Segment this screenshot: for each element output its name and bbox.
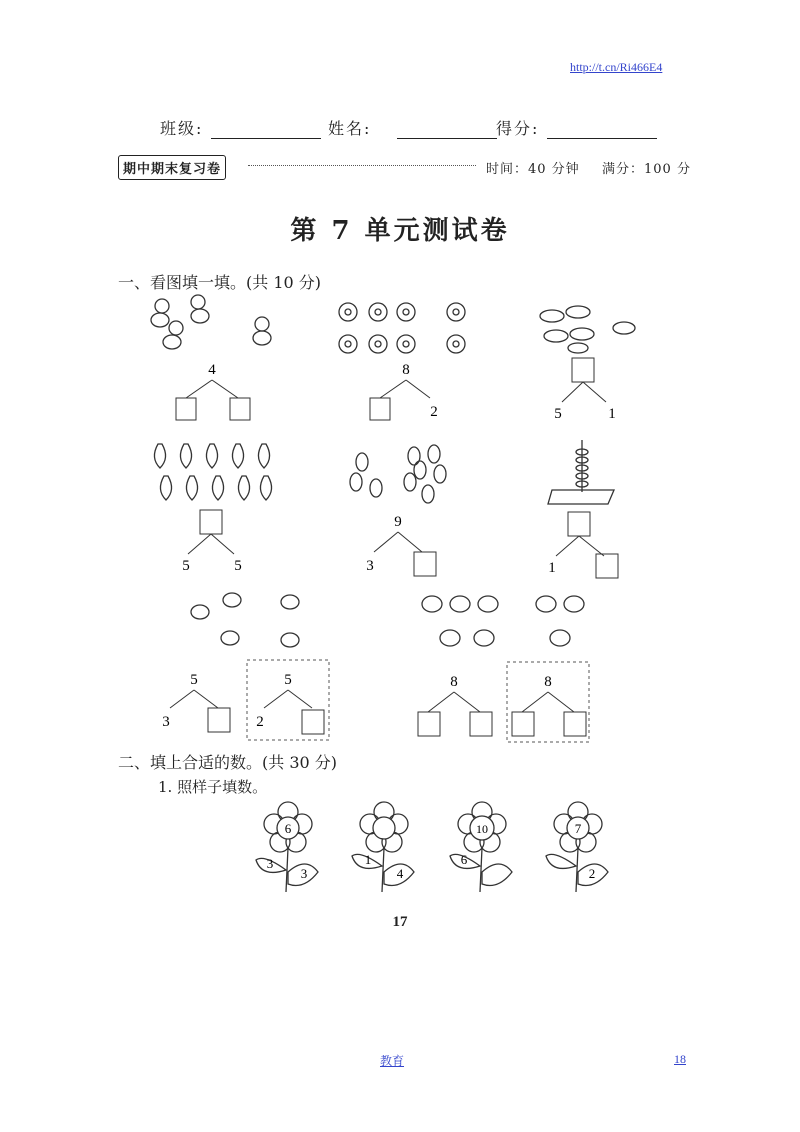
- number-flower: [256, 802, 318, 892]
- section1-heading: 一、看图填一填。(共 10 分): [118, 273, 322, 292]
- bond-top: 8: [450, 674, 458, 690]
- bond-right: 2: [430, 404, 438, 420]
- bond-left: 3: [162, 714, 170, 730]
- section2-heading: 二、填上合适的数。(共 30 分): [118, 753, 338, 772]
- review-tag: 期中期末复习卷: [118, 155, 226, 180]
- flower-right-number: 3: [300, 866, 308, 881]
- flower-left-number: 3: [266, 856, 274, 871]
- full-score-info: 满分：100 分: [602, 162, 691, 177]
- bond-top: 4: [208, 362, 216, 378]
- bond-top: 8: [544, 674, 552, 690]
- score-label: 得分:: [496, 119, 540, 138]
- flower-right-number: 2: [588, 866, 596, 881]
- class-label: 班级:: [160, 119, 204, 138]
- name-label: 姓名:: [328, 119, 372, 138]
- page-title: 第 7 单元测试卷: [290, 216, 510, 246]
- number-flower: [450, 802, 512, 892]
- bond-right: 1: [608, 406, 616, 422]
- footer-page-link[interactable]: 18: [674, 1052, 686, 1066]
- flower-center-number: 7: [574, 821, 582, 836]
- top-link[interactable]: http://t.cn/Ri466E4: [570, 60, 663, 74]
- bond-top: 5: [284, 672, 292, 688]
- bond-left: 2: [256, 714, 264, 730]
- flower-right-number: 4: [396, 866, 404, 881]
- page-number: 17: [392, 914, 408, 930]
- flower-left-number: 6: [460, 852, 468, 867]
- section2-sub-heading: 1. 照样子填数。: [158, 778, 268, 796]
- bond-top: 9: [394, 514, 402, 530]
- flower-center-box[interactable]: [373, 817, 395, 839]
- bond-right: 5: [234, 558, 242, 574]
- time-info: 时间：40 分钟: [486, 162, 580, 177]
- flower-center-number: 6: [284, 821, 292, 836]
- bond-left: 5: [182, 558, 190, 574]
- bond-left: 5: [554, 406, 562, 422]
- bond-left: 1: [548, 560, 556, 576]
- bond-top: 5: [190, 672, 198, 688]
- footer-center-link[interactable]: 教育: [380, 1054, 405, 1068]
- bond-left: 3: [366, 558, 374, 574]
- number-flower: [352, 802, 414, 892]
- number-flower: [546, 802, 608, 892]
- flower-left-number: 1: [364, 852, 372, 867]
- bond-top: 8: [402, 362, 410, 378]
- flower-center-number: 10: [476, 822, 488, 836]
